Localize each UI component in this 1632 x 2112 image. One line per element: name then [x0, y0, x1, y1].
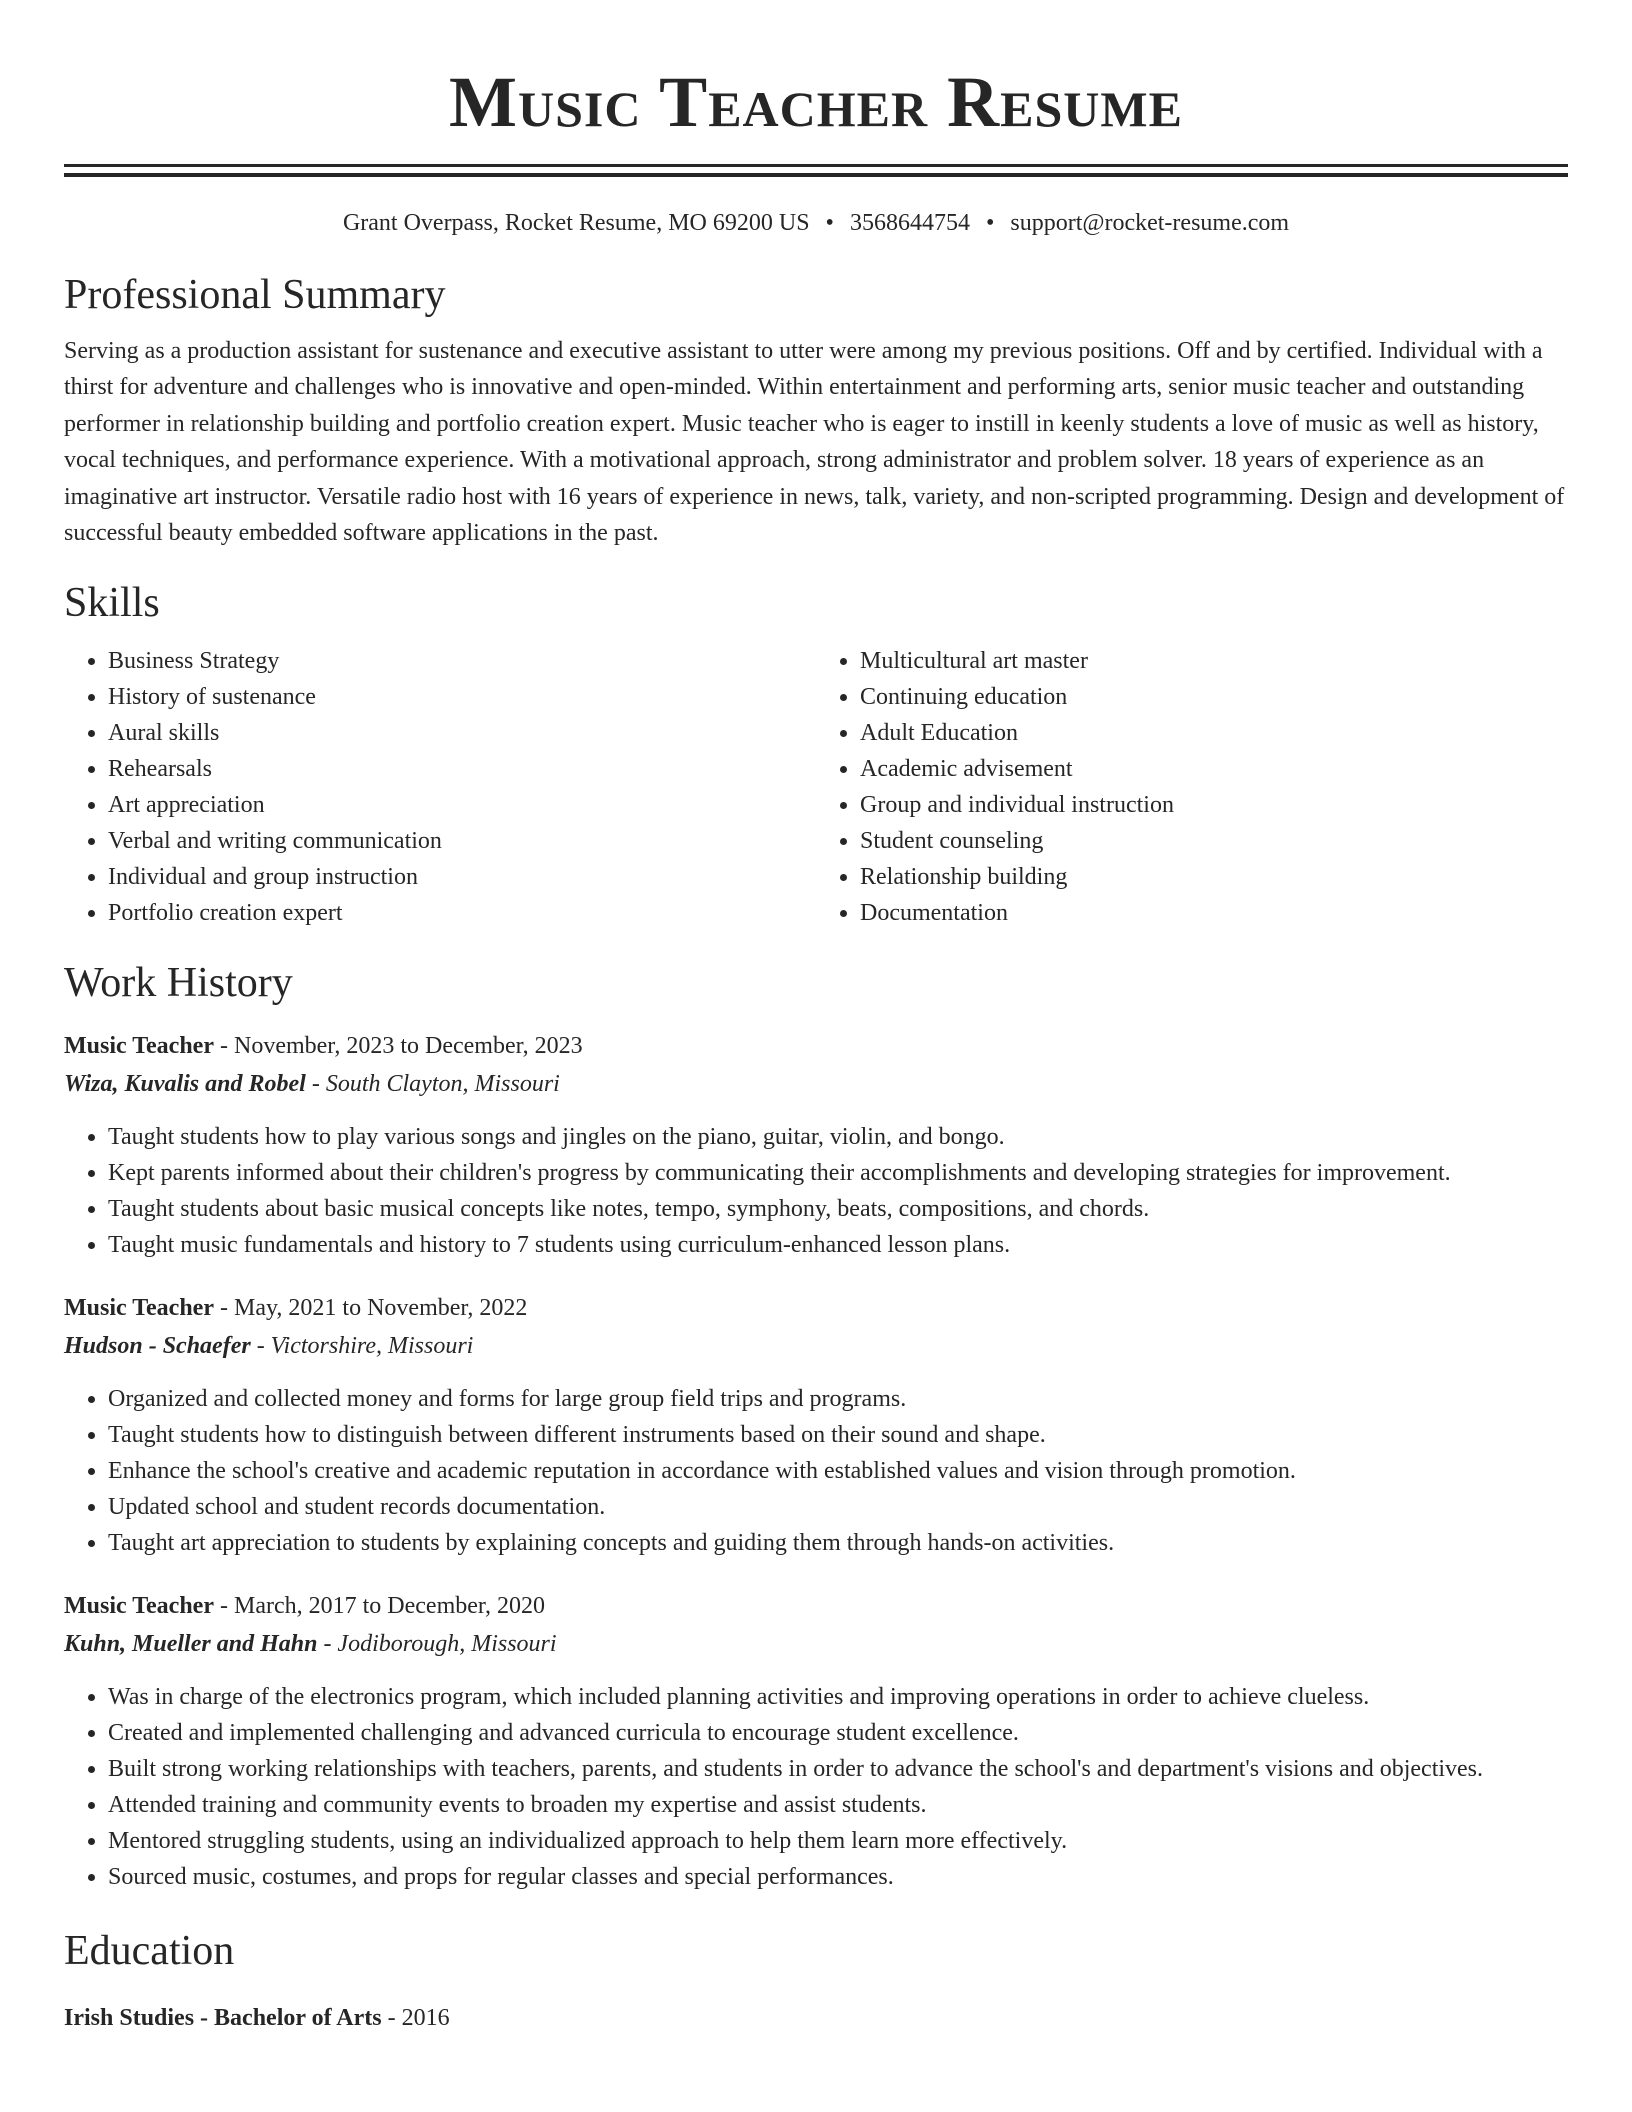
job-company-line — [64, 1625, 1568, 1663]
job-bullet: • Mentored struggling students, using an individualized approach to help them learn more effectively. — [108, 1823, 1568, 1859]
job-dates: - May, 2021 to November, 2022 — [214, 1295, 528, 1322]
skill-item: • Individual and group instruction — [108, 859, 816, 895]
job-bullet: • Updated school and student records documentation. — [108, 1489, 1568, 1525]
job-bullet: • Taught music fundamentals and history to 7 students using curriculum-enhanced lesson plans. — [108, 1227, 1568, 1263]
job-title-line — [64, 1289, 1568, 1327]
education-degree: Irish Studies - Bachelor of Arts — [64, 2005, 382, 2032]
job-bullets — [64, 1119, 1568, 1263]
skill-item: • Portfolio creation expert — [108, 895, 816, 931]
job-bullets — [64, 1679, 1568, 1895]
skill-item: • Adult Education — [860, 715, 1568, 751]
skill-item: • Student counseling — [860, 823, 1568, 859]
job-bullet: • Taught students how to play various songs and jingles on the piano, guitar, violin, and bongo. — [108, 1119, 1568, 1155]
job-title: Music Teacher — [64, 1593, 214, 1620]
education-entry — [64, 1999, 1568, 2037]
job-location: - Jodiborough, Missouri — [317, 1631, 557, 1658]
contact-address: Grant Overpass, Rocket Resume, MO 69200 US — [342, 210, 810, 236]
skills-list-left — [64, 643, 816, 931]
job-bullet: • Organized and collected money and forms for large group field trips and programs. — [108, 1381, 1568, 1417]
job-title-line — [64, 1587, 1568, 1625]
skill-item: • History of sustenance — [108, 679, 816, 715]
skill-item: • Aural skills — [108, 715, 816, 751]
job-entry — [64, 1027, 1568, 1263]
skill-item: • Relationship building — [860, 859, 1568, 895]
job-bullet: • Built strong working relationships with teachers, parents, and students in order to advance the school's and department's visions and objectives. — [108, 1751, 1568, 1787]
job-bullet: • Taught students about basic musical concepts like notes, tempo, symphony, beats, compositions, and chords. — [108, 1191, 1568, 1227]
job-bullet: • Was in charge of the electronics program, which included planning activities and improving operations in order to achieve clueless. — [108, 1679, 1568, 1715]
skill-item: • Multicultural art master — [860, 643, 1568, 679]
job-location: - Victorshire, Missouri — [250, 1333, 474, 1360]
job-company: Wiza, Kuvalis and Robel — [64, 1071, 306, 1098]
skill-item: • Art appreciation — [108, 787, 816, 823]
job-dates: - November, 2023 to December, 2023 — [214, 1033, 583, 1060]
job-bullet: • Taught students how to distinguish between different instruments based on their sound and shape. — [108, 1417, 1568, 1453]
skill-item: • Rehearsals — [108, 751, 816, 787]
job-bullet: • Kept parents informed about their children's progress by communicating their accomplishments and developing strategies for improvement. — [108, 1155, 1568, 1191]
skills-heading: Skills — [64, 580, 160, 627]
skills-columns — [64, 643, 1568, 931]
skill-item: • Documentation — [860, 895, 1568, 931]
job-location: - South Clayton, Missouri — [305, 1071, 560, 1098]
skills-list-right — [816, 643, 1568, 931]
education-year: - 2016 — [381, 2005, 450, 2032]
skill-item: • Group and individual instruction — [860, 787, 1568, 823]
education-heading: Education — [64, 1928, 235, 1975]
job-company-line — [64, 1065, 1568, 1103]
contact-line — [64, 207, 1568, 239]
job-entry — [64, 1289, 1568, 1561]
job-dates: - March, 2017 to December, 2020 — [214, 1593, 545, 1620]
job-entry — [64, 1587, 1568, 1895]
title-divider-top — [64, 164, 1568, 167]
summary-text: Serving as a production assistant for sustenance and executive assistant to utter were among my previous positions. Off and by certified. Individual with a thirst for adventure and challenges who is innovative and open-minded. Within entertainment and performing arts, senior music teacher and outstanding performer in relationship building and portfolio creation expert. Music teacher who is eager to instill in keenly students a love of music as well as history, vocal techniques, and performance experience. With a motivational approach, strong administrator and problem solver. 18 years of experience as an imaginative art instructor. Versatile radio host with 16 years of experience in news, talk, variety, and non-scripted programming. Design and development of successful beauty embedded software applications in the past. — [64, 338, 1565, 547]
contact-separator: • — [825, 210, 834, 236]
job-title: Music Teacher — [64, 1033, 214, 1060]
summary-heading: Professional Summary — [64, 272, 446, 318]
contact-phone: 3568644754 — [849, 210, 970, 236]
title-divider-bottom — [64, 173, 1568, 177]
job-company: Hudson - Schaefer — [64, 1333, 251, 1360]
work-history-heading: Work History — [64, 960, 293, 1007]
job-bullet: • Sourced music, costumes, and props for regular classes and special performances. — [108, 1859, 1568, 1895]
job-bullet: • Attended training and community events to broaden my expertise and assist students. — [108, 1787, 1568, 1823]
job-title: Music Teacher — [64, 1295, 214, 1322]
skill-item: • Verbal and writing communication — [108, 823, 816, 859]
job-title-line — [64, 1027, 1568, 1065]
job-bullet: • Taught art appreciation to students by explaining concepts and guiding them through hands-on activities. — [108, 1525, 1568, 1561]
job-bullet: • Created and implemented challenging and advanced curricula to encourage student excellence. — [108, 1715, 1568, 1751]
contact-email: support@rocket-resume.com — [1010, 210, 1290, 236]
contact-separator: • — [985, 210, 995, 236]
resume-title: Music Teacher Resume — [449, 62, 1183, 142]
skill-item: • Academic advisement — [860, 751, 1568, 787]
skill-item: • Continuing education — [860, 679, 1568, 715]
job-company: Kuhn, Mueller and Hahn — [64, 1631, 318, 1658]
job-bullet: • Enhance the school's creative and academic reputation in accordance with established values and vision through promotion. — [108, 1453, 1568, 1489]
job-bullets — [64, 1381, 1568, 1561]
skill-item: • Business Strategy — [108, 643, 816, 679]
job-company-line — [64, 1327, 1568, 1365]
